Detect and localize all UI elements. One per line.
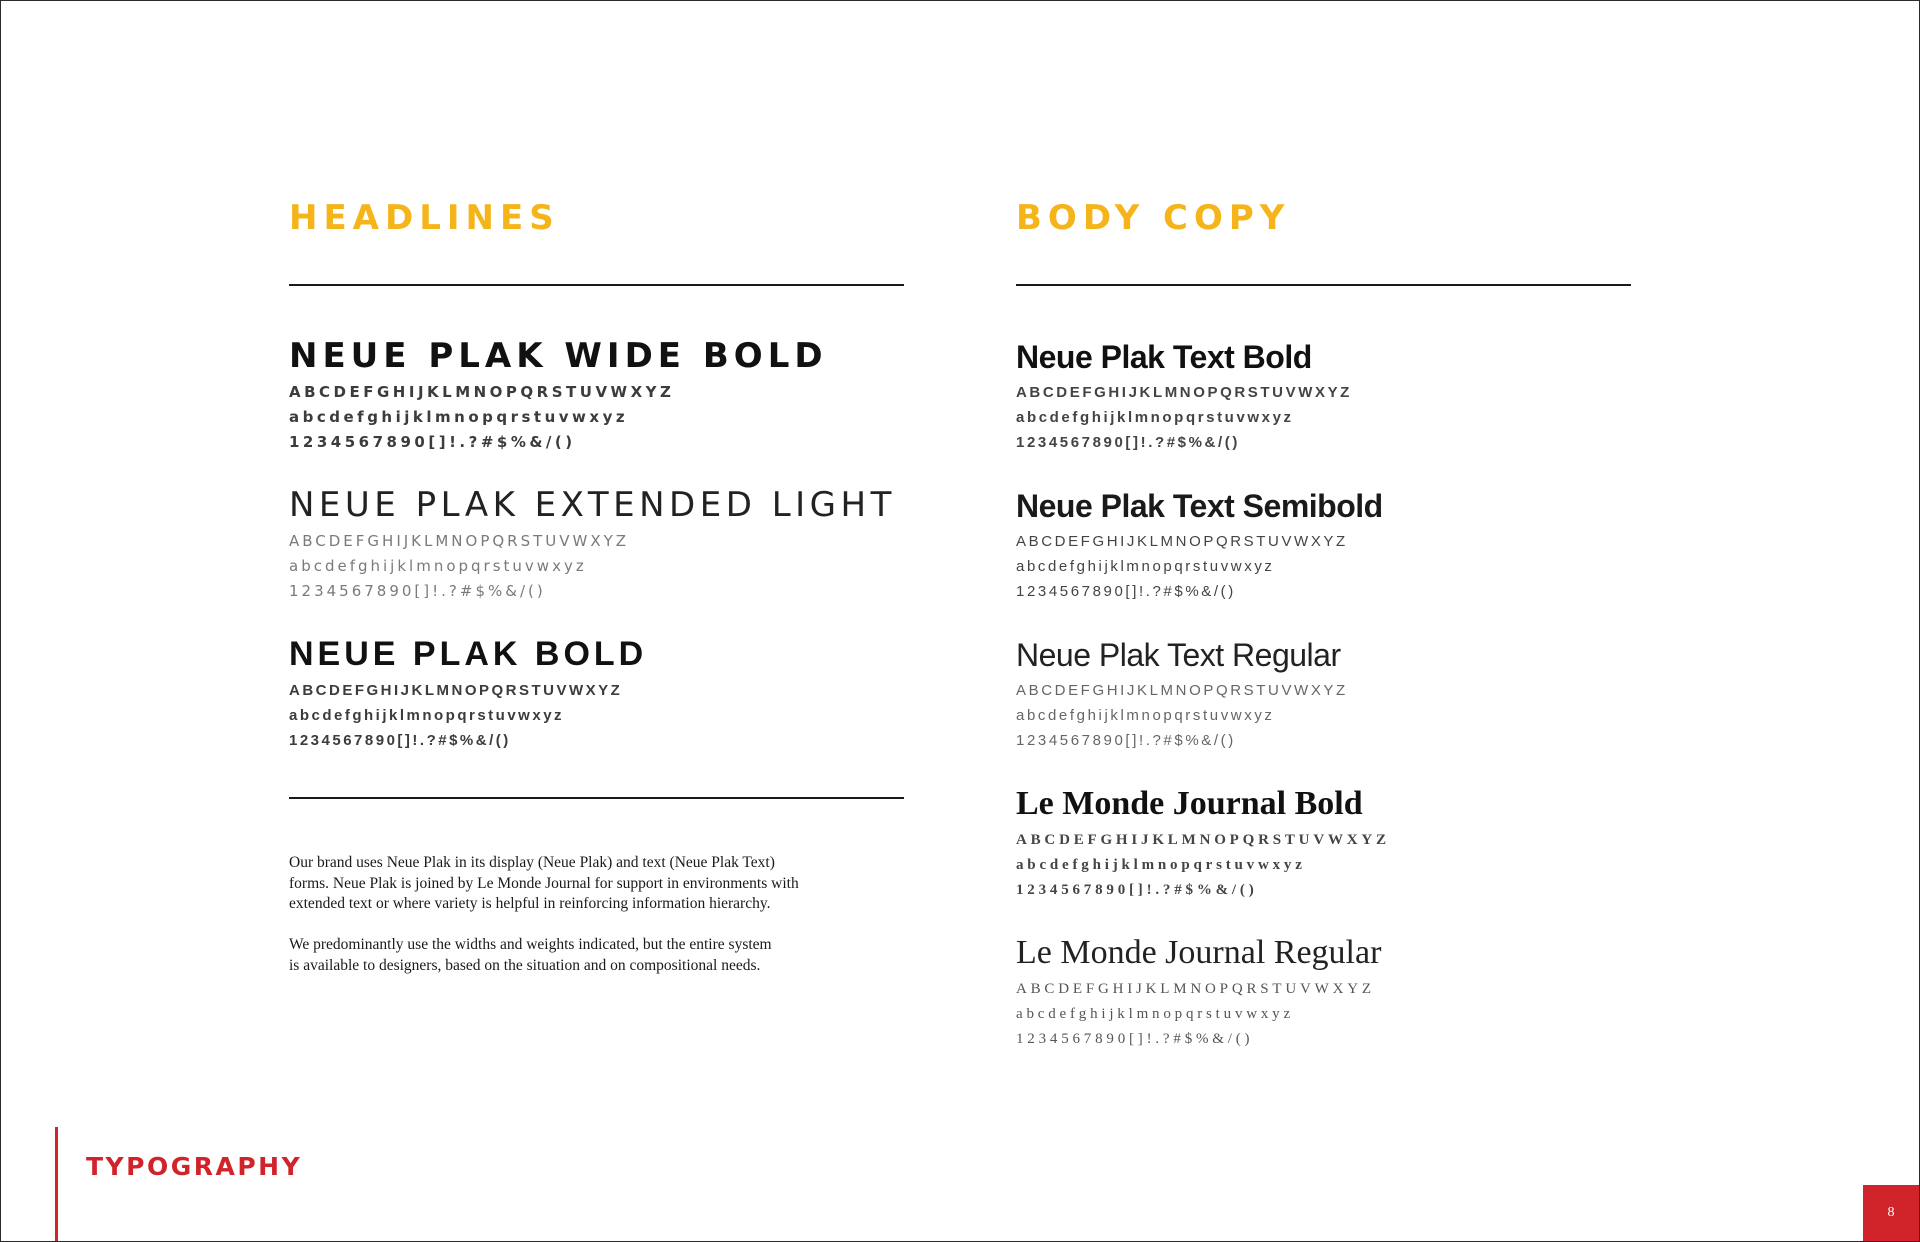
- specimen-lowercase: abcdefghijklmnopqrstuvwxyz: [1016, 558, 1275, 575]
- specimen-lowercase: abcdefghijklmnopqrstuvwxyz: [289, 557, 587, 575]
- specimen-uppercase: ABCDEFGHIJKLMNOPQRSTUVWXYZ: [1016, 384, 1352, 401]
- specimen-uppercase: ABCDEFGHIJKLMNOPQRSTUVWXYZ: [1016, 832, 1390, 848]
- body-copy-heading: BODY COPY: [1016, 198, 1291, 238]
- specimen-name: Neue Plak Text Regular: [1016, 637, 1341, 673]
- description-line: We predominantly use the widths and weights indicated, but the entire system: [289, 936, 772, 953]
- specimen-uppercase: ABCDEFGHIJKLMNOPQRSTUVWXYZ: [1016, 682, 1348, 699]
- specimen-numerals: 1234567890[]!.?#$%&/(): [289, 732, 511, 749]
- specimen-name: NEUE PLAK BOLD: [289, 635, 648, 673]
- description-line: is available to designers, based on the situation and on compositional needs.: [289, 956, 761, 974]
- page-number-tab: [1863, 1185, 1919, 1241]
- specimen-name: Le Monde Journal Regular: [1016, 934, 1382, 971]
- specimen-neue-plak-text-semibold: [1016, 490, 1383, 604]
- specimen-neue-plak-extended-light: [289, 485, 896, 604]
- headlines-top-rule: [289, 284, 904, 286]
- specimen-uppercase: ABCDEFGHIJKLMNOPQRSTUVWXYZ: [289, 383, 675, 401]
- footer-accent-bar: [55, 1127, 58, 1241]
- headlines-bottom-rule: [289, 797, 904, 799]
- specimen-lowercase: abcdefghijklmnopqrstuvwxyz: [1016, 1006, 1294, 1022]
- specimen-neue-plak-text-bold: [1016, 341, 1352, 455]
- specimen-numerals: 1234567890[]!.?#$%&/(): [1016, 882, 1258, 898]
- headlines-heading: HEADLINES: [289, 198, 560, 238]
- description-line: forms. Neue Plak is joined by Le Monde Journal for support in environments with: [289, 874, 799, 892]
- specimen-numerals: 1234567890[]!.?#$%&/(): [1016, 1031, 1254, 1047]
- specimen-name: NEUE PLAK EXTENDED LIGHT: [289, 485, 896, 525]
- specimen-neue-plak-text-regular: [1016, 639, 1348, 753]
- specimen-numerals: 1234567890[]!.?#$%&/(): [289, 433, 576, 451]
- page-number: 8: [1887, 1205, 1895, 1220]
- specimen-lowercase: abcdefghijklmnopqrstuvwxyz: [289, 707, 565, 724]
- specimen-lowercase: abcdefghijklmnopqrstuvwxyz: [1016, 707, 1275, 724]
- description-line: extended text or where variety is helpful in reinforcing information hierarchy.: [289, 895, 771, 912]
- specimen-name: Le Monde Journal Bold: [1016, 785, 1363, 822]
- specimen-le-monde-journal-regular: [1016, 936, 1381, 1052]
- specimen-numerals: 1234567890[]!.?#$%&/(): [1016, 434, 1240, 451]
- description-line: Our brand uses Neue Plak in its display (Neue Plak) and text (Neue Plak Text): [289, 854, 775, 871]
- specimen-uppercase: ABCDEFGHIJKLMNOPQRSTUVWXYZ: [1016, 533, 1348, 550]
- specimen-numerals: 1234567890[]!.?#$%&/(): [289, 582, 546, 600]
- specimen-lowercase: abcdefghijklmnopqrstuvwxyz: [289, 408, 629, 426]
- specimen-name: Neue Plak Text Bold: [1016, 339, 1312, 375]
- specimen-neue-plak-wide-bold: [289, 336, 828, 455]
- specimen-neue-plak-bold: [289, 637, 647, 753]
- brand-description-paragraph-1: [289, 853, 889, 915]
- specimen-name: Neue Plak Text Semibold: [1016, 488, 1383, 524]
- body-copy-top-rule: [1016, 284, 1631, 286]
- specimen-name: NEUE PLAK WIDE BOLD: [289, 336, 828, 376]
- specimen-lowercase: abcdefghijklmnopqrstuvwxyz: [1016, 857, 1306, 873]
- footer-section-title: TYPOGRAPHY: [86, 1152, 303, 1181]
- specimen-lowercase: abcdefghijklmnopqrstuvwxyz: [1016, 409, 1294, 426]
- brand-description-paragraph-2: [289, 935, 889, 976]
- specimen-le-monde-journal-bold: [1016, 787, 1390, 903]
- specimen-numerals: 1234567890[]!.?#$%&/(): [1016, 732, 1236, 749]
- specimen-uppercase: ABCDEFGHIJKLMNOPQRSTUVWXYZ: [289, 682, 623, 699]
- specimen-uppercase: ABCDEFGHIJKLMNOPQRSTUVWXYZ: [289, 532, 630, 550]
- specimen-numerals: 1234567890[]!.?#$%&/(): [1016, 583, 1236, 600]
- specimen-uppercase: ABCDEFGHIJKLMNOPQRSTUVWXYZ: [1016, 981, 1375, 997]
